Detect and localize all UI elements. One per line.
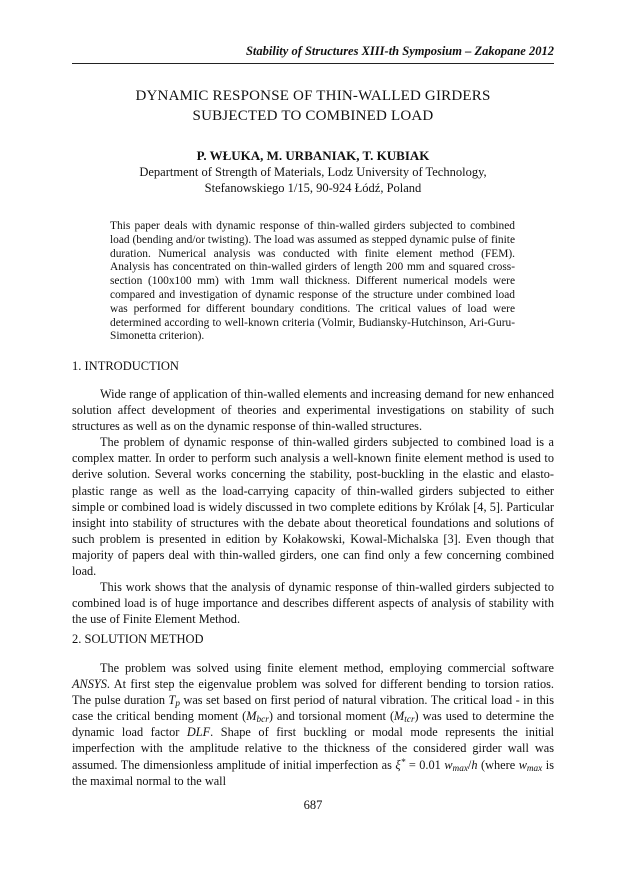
paragraph: This work shows that the analysis of dynamic response of thin-walled girders subjected to combined load is of huge importance and describes different aspects of analysis of stability with the use of Finite Element Method. bbox=[72, 580, 554, 627]
critical-torsional-moment-symbol: $M_{tcr}$ bbox=[394, 709, 415, 725]
pulse-duration-symbol: $T_p$ bbox=[168, 693, 180, 709]
software-name: ANSYS bbox=[72, 677, 107, 692]
authors: P. WŁUKA, M. URBANIAK, T. KUBIAK bbox=[196, 148, 430, 163]
wmax-symbol: $w_{max}$ bbox=[518, 757, 543, 773]
paragraph: The problem was solved using finite element method, employing commercial software ANSYS. At first step the eigenvalue problem was solved for different bending to torsion ratios. The pulse duration $T_p$ was set based on first period of natural vibration. The critical load - in this case the critical bending moment $(M_{bcr})$ and torsional moment $(M_{tcr})$ was used to determine the dynamic load factor DLF. Shape of first buckling or modal mode represents the initial imperfection with the amplitude relative to the thickness of the considered girder wall was assumed. The dimensionless amplitude of initial imperfection as ξ* = 0.01 $w_{max}/h$ (where $w_{max}$ is the maximal normal to the wall bbox=[72, 661, 554, 788]
critical-bending-moment-symbol: $M_{bcr}$ bbox=[246, 709, 269, 725]
introduction-body bbox=[72, 386, 554, 627]
affiliation-line-1: Department of Strength of Materials, Lodz University of Technology, bbox=[139, 165, 487, 179]
paper-title bbox=[72, 86, 554, 126]
paragraph: The problem of dynamic response of thin-walled girders subjected to combined load is a complex matter. In order to perform such analysis a well-known finite element method is used to derive solution. Several works concerning the stability, post-buckling in the elastic and elasto-plastic range as well as the load-carrying capacity of thin-walled girders subjected to either simple or combined load is widely discussed in two complete editions by Królak [4, 5]. Particular insight into stability of structures with the debate about theoretical foundations and solutions of such problem is presented in edition by Kołakowski, Kowal-Michalska [3]. Even though that majority of papers deal with thin-walled girders, one can find only a few concerning combined load. bbox=[72, 435, 554, 579]
running-header: Stability of Structures XIII-th Symposium – Zakopane 2012 bbox=[245, 44, 554, 58]
imperfection-symbol: ξ* bbox=[395, 756, 406, 772]
thickness-symbol: h bbox=[471, 757, 478, 772]
section-heading-solution-method: 2. SOLUTION METHOD bbox=[72, 632, 204, 646]
affiliation bbox=[72, 164, 554, 196]
paragraph: Wide range of application of thin-walled elements and increasing demand for new enhanced solution affect development of theories and experimental investigations on stability of such structures as well as on the dynamic response of thin-walled structures. bbox=[72, 387, 554, 434]
solution-method-body bbox=[72, 660, 554, 789]
wmax-symbol: $w_{max}$ bbox=[444, 757, 468, 773]
dlf-symbol: DLF bbox=[186, 725, 211, 740]
header-rule bbox=[72, 63, 554, 64]
section-heading-introduction: 1. INTRODUCTION bbox=[72, 359, 179, 373]
title-line-1: DYNAMIC RESPONSE OF THIN-WALLED GIRDERS bbox=[135, 88, 491, 104]
affiliation-line-2: Stefanowskiego 1/15, 90-924 Łódź, Poland bbox=[204, 181, 422, 195]
page-number: 687 bbox=[303, 798, 323, 812]
title-line-2: SUBJECTED TO COMBINED LOAD bbox=[192, 108, 434, 124]
abstract: This paper deals with dynamic response of thin-walled girders subjected to combined load (bending and/or twisting). The load was assumed as stepped dynamic pulse of finite duration. Numerical analysis was conducted with finite element method (FEM). Analysis has concentrated on thin-walled girders of length 200 mm and squared cross-section (100x100 mm) with 1mm wall thickness. Different numerical models were compared and investigation of dynamic response of the structure under combined load was performed for different boundary conditions. The critical values of load were determined according to well-known criteria (Volmir, Budiansky-Hutchinson, Ari-Guru-Simonetta criterion). bbox=[110, 220, 515, 343]
